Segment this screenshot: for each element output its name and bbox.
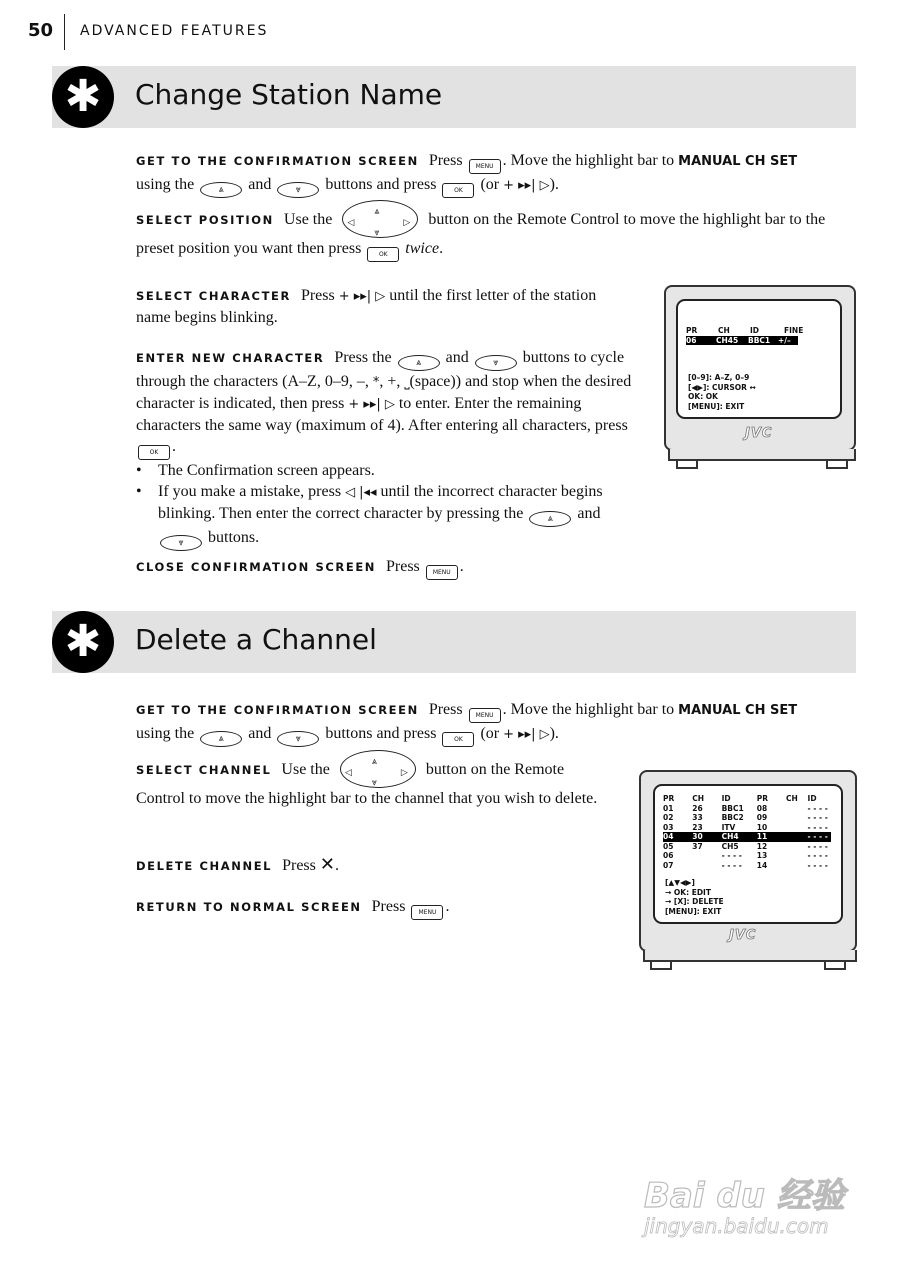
bullet-text: If you make a mistake, press — [158, 483, 342, 500]
osd-help — [686, 371, 838, 417]
step-label: CLOSE CONFIRMATION SCREEN — [136, 560, 376, 574]
step-text: until the first letter of the station name begins blinking. — [136, 287, 597, 326]
osd-help-line: OK: OK — [688, 392, 718, 401]
step-text: Press the — [334, 349, 392, 366]
osd-cell: 13 — [756, 851, 768, 860]
osd-cell: 07 — [663, 860, 674, 870]
ok-button-icon: OK — [442, 732, 474, 747]
osd-cell: 23 — [692, 822, 703, 832]
osd-cell: 03 — [663, 822, 674, 832]
menu-button-icon: MENU — [469, 159, 501, 174]
osd-cell: PR — [663, 794, 675, 803]
step-text: buttons and press — [325, 725, 437, 742]
osd-cell: +/– — [778, 335, 791, 345]
step-text: using the — [136, 176, 195, 193]
tv-foot — [650, 960, 672, 970]
osd-cell: ID — [721, 794, 731, 803]
osd-cell: PR — [756, 794, 769, 803]
step-text: ). — [549, 725, 559, 742]
right-arrow-icon: ▷ — [539, 178, 550, 193]
bullet-text: until the incorrect character begins blinking. Then enter the correct character by pressing the — [158, 483, 603, 522]
delete-x-icon: ✕ — [319, 854, 335, 875]
step-text: Use the — [283, 211, 333, 228]
pad-right: ▷ — [403, 218, 411, 228]
osd-header-row — [686, 326, 834, 336]
ok-button-icon: OK — [138, 445, 170, 460]
step-get-confirmation — [136, 699, 836, 747]
asterisk-icon: ✱ — [52, 66, 114, 128]
step-text: . — [445, 898, 450, 915]
osd-cell: 09 — [756, 813, 768, 822]
tv-screen — [653, 784, 843, 924]
bullet-item — [136, 460, 642, 481]
direction-pad-icon — [342, 200, 418, 238]
osd-cell: - - - - — [721, 860, 742, 870]
up-button-icon: ⩓ — [529, 511, 571, 527]
step-text: Press — [282, 857, 316, 874]
osd-cell: ITV — [721, 822, 736, 832]
osd-help-line: [▲▼◀▶] — [665, 878, 695, 887]
step-text: and — [248, 725, 272, 742]
osd-cell: BBC2 — [721, 813, 744, 822]
tv-foot — [826, 459, 848, 469]
osd-cell — [786, 842, 807, 852]
osd-cell: BBC1 — [721, 803, 744, 813]
plus-next-icon: + ▸▸| — [503, 178, 536, 193]
step-text: Press — [428, 701, 463, 718]
osd-help-line: [0–9]: A–Z, 0–9 — [688, 373, 750, 382]
osd-cell: 08 — [756, 803, 768, 813]
osd-cell: CH5 — [721, 841, 739, 851]
step-label: RETURN TO NORMAL SCREEN — [136, 900, 362, 914]
pad-down: ⩔ — [374, 228, 380, 238]
step-text: . Move the highlight bar to — [502, 152, 675, 169]
step-text: button on the Remote Control to move the highlight bar to the channel that you wish to delete. — [136, 761, 598, 807]
section-band-delete-channel — [52, 611, 856, 673]
step-label: SELECT CHARACTER — [136, 289, 291, 303]
step-label: SELECT CHANNEL — [136, 763, 272, 777]
osd-help-line: [◀▶]: CURSOR ↔ — [688, 382, 756, 392]
step-text: button on the Remote Control to move the highlight bar to the preset position you want then press — [136, 211, 826, 257]
step-text: . — [439, 240, 444, 257]
step-text: Press — [371, 898, 406, 915]
osd-cell: ID — [750, 326, 760, 335]
osd-cell: 05 — [663, 841, 674, 851]
bullet-text: buttons. — [208, 529, 260, 546]
step-text: to enter. Enter the remaining characters the same way (maximum of 4). After entering all characters, press — [136, 395, 628, 434]
step-label: SELECT POSITION — [136, 213, 274, 227]
step-text: Press — [428, 152, 463, 169]
plus-next-icon: + ▸▸| — [338, 289, 372, 304]
step-label: GET TO THE CONFIRMATION SCREEN — [136, 703, 419, 717]
osd-cell: CH — [692, 794, 705, 803]
osd-cell: 33 — [692, 813, 703, 822]
ok-button-icon: OK — [442, 183, 474, 198]
osd-cell: - - - - — [807, 832, 828, 841]
osd-cell — [786, 851, 807, 861]
osd-channel-row — [663, 832, 831, 842]
down-button-icon: ⩔ — [277, 731, 319, 747]
right-arrow-icon: ▷ — [539, 727, 550, 742]
osd-channel-row — [663, 851, 831, 861]
tv-screen — [676, 299, 842, 419]
plus-next-icon: + ▸▸| — [348, 397, 381, 412]
step-return-normal — [136, 896, 536, 920]
osd-channel-row — [663, 842, 831, 852]
step-text: ). — [549, 176, 559, 193]
osd-cell: 06 — [686, 335, 697, 345]
menu-button-icon: MENU — [426, 565, 458, 580]
step-enter-new-character — [136, 347, 642, 551]
section-header: ADVANCED FEATURES — [80, 23, 269, 39]
bullet-text: and — [577, 505, 601, 522]
osd-cell: 30 — [692, 832, 703, 841]
down-button-icon: ⩔ — [475, 355, 517, 371]
pad-left: ◁ — [344, 768, 352, 778]
osd-cell: PR — [686, 326, 698, 335]
osd-help — [663, 876, 833, 919]
step-text: . — [459, 558, 464, 575]
jvc-logo: JVC — [745, 426, 773, 441]
right-arrow-icon: ▷ — [384, 397, 395, 412]
step-text: . Move the highlight bar to — [502, 701, 675, 718]
bullet-text: The Confirmation screen appears. — [158, 462, 375, 479]
step-select-character — [136, 285, 616, 328]
osd-cell — [786, 832, 807, 842]
step-text: (or — [480, 176, 500, 193]
asterisk-icon: ✱ — [52, 611, 114, 673]
osd-cell: ID — [807, 794, 817, 803]
step-text: , +, — [379, 373, 401, 390]
osd-cell: BBC1 — [748, 335, 771, 345]
down-button-icon: ⩔ — [277, 182, 319, 198]
osd-cell: - - - - — [721, 851, 742, 860]
osd-cell: 14 — [756, 860, 768, 870]
osd-help-line: [MENU]: EXIT — [665, 906, 722, 916]
step-text: . — [334, 857, 339, 874]
prev-icon: |◂◂ — [359, 485, 377, 500]
osd-help-line: [MENU]: EXIT — [688, 401, 745, 411]
step-select-position — [136, 200, 852, 262]
osd-cell: - - - - — [807, 813, 828, 822]
pad-up: ⩓ — [371, 757, 377, 767]
step-text: and — [248, 176, 272, 193]
pad-down: ⩔ — [371, 778, 377, 788]
step-text: and — [445, 349, 469, 366]
section-title: Delete a Channel — [135, 623, 377, 656]
osd-cell — [786, 804, 807, 814]
osd-cell — [692, 851, 721, 861]
osd-cell: - - - - — [807, 851, 828, 860]
down-button-icon: ⩔ — [160, 535, 202, 551]
direction-pad-icon — [340, 750, 416, 788]
star-icon: * — [372, 375, 380, 390]
osd-cell: 12 — [756, 841, 768, 851]
up-button-icon: ⩓ — [200, 731, 242, 747]
menu-button-icon: MENU — [411, 905, 443, 920]
osd-channel-row — [663, 823, 831, 833]
osd-channel-row — [663, 861, 831, 871]
menu-button-icon: MENU — [469, 708, 501, 723]
emphasis-text: twice — [405, 240, 440, 257]
osd-cell: 10 — [756, 822, 768, 832]
osd-help-line: → [X]: DELETE — [665, 897, 724, 906]
osd-cell: 01 — [663, 803, 674, 813]
step-label: ENTER NEW CHARACTER — [136, 351, 325, 365]
osd-cell — [786, 823, 807, 833]
step-text: using the — [136, 725, 195, 742]
jvc-logo: JVC — [729, 928, 757, 943]
pad-left: ◁ — [347, 218, 355, 228]
step-label: GET TO THE CONFIRMATION SCREEN — [136, 154, 419, 168]
page-number: 50 — [28, 20, 54, 41]
pad-right: ▷ — [400, 768, 408, 778]
step-text: (space)) and stop when the desired character is indicated, then press — [136, 373, 632, 412]
osd-cell: - - - - — [807, 822, 828, 832]
osd-cell: - - - - — [807, 803, 828, 813]
right-arrow-icon: ▷ — [375, 289, 386, 304]
osd-cell: CH — [718, 326, 730, 335]
step-delete-channel — [136, 854, 536, 877]
header-divider — [64, 14, 65, 50]
tv-foot — [676, 459, 698, 469]
section-title: Change Station Name — [135, 78, 443, 111]
osd-cell: 04 — [663, 832, 674, 841]
step-get-confirmation — [136, 150, 836, 198]
osd-help-line: → OK: EDIT — [665, 887, 711, 897]
manual-ch-set-label: MANUAL CH SET — [678, 154, 798, 169]
osd-cell: CH4 — [721, 832, 739, 841]
ok-button-icon: OK — [367, 247, 399, 262]
step-text: Press — [386, 558, 420, 575]
osd-channel-row — [663, 804, 831, 814]
up-button-icon: ⩓ — [398, 355, 440, 371]
step-text: Use the — [281, 761, 330, 778]
step-label: DELETE CHANNEL — [136, 859, 273, 873]
watermark-logo: Bai du 经验 — [644, 1176, 845, 1216]
space-icon: ⎵ — [404, 375, 410, 390]
osd-cell: CH45 — [716, 335, 739, 345]
osd-cell: - - - - — [807, 860, 828, 870]
manual-ch-set-label: MANUAL CH SET — [678, 703, 798, 718]
tv-illustration — [639, 770, 857, 952]
osd-channel-table — [663, 794, 831, 870]
step-close-confirmation — [136, 556, 636, 580]
step-text: . — [172, 438, 176, 455]
osd-header-row — [663, 794, 831, 804]
osd-cell — [692, 861, 721, 871]
osd-cell: 02 — [663, 813, 674, 822]
osd-cell: 11 — [756, 832, 768, 841]
step-text: buttons to cycle through the characters (A–Z, 0–9, –, — [136, 349, 625, 390]
osd-cell — [786, 861, 807, 871]
up-button-icon: ⩓ — [200, 182, 242, 198]
osd-cell: CH — [786, 794, 798, 803]
left-arrow-icon: ◁ — [345, 485, 356, 500]
osd-station-name — [686, 326, 834, 345]
watermark-url: jingyan.baidu.com — [644, 1214, 829, 1238]
osd-highlight-row — [686, 336, 798, 346]
step-select-channel — [136, 750, 612, 809]
step-text: Press — [300, 287, 335, 304]
osd-channel-row — [663, 813, 831, 823]
osd-cell: - - - - — [807, 841, 828, 851]
pad-up: ⩓ — [374, 207, 380, 217]
osd-cell: 06 — [663, 851, 674, 860]
osd-cell: 37 — [692, 841, 703, 851]
section-band-change-station-name — [52, 66, 856, 128]
step-text: buttons and press — [325, 176, 437, 193]
baidu-watermark — [644, 1150, 864, 1250]
osd-cell: 26 — [692, 803, 703, 813]
tv-illustration — [664, 285, 856, 451]
osd-cell: FINE — [784, 326, 804, 335]
tv-foot — [824, 960, 846, 970]
plus-next-icon: + ▸▸| — [503, 727, 536, 742]
osd-cell — [786, 813, 807, 823]
step-text: (or — [480, 725, 500, 742]
bullet-item — [136, 481, 642, 551]
